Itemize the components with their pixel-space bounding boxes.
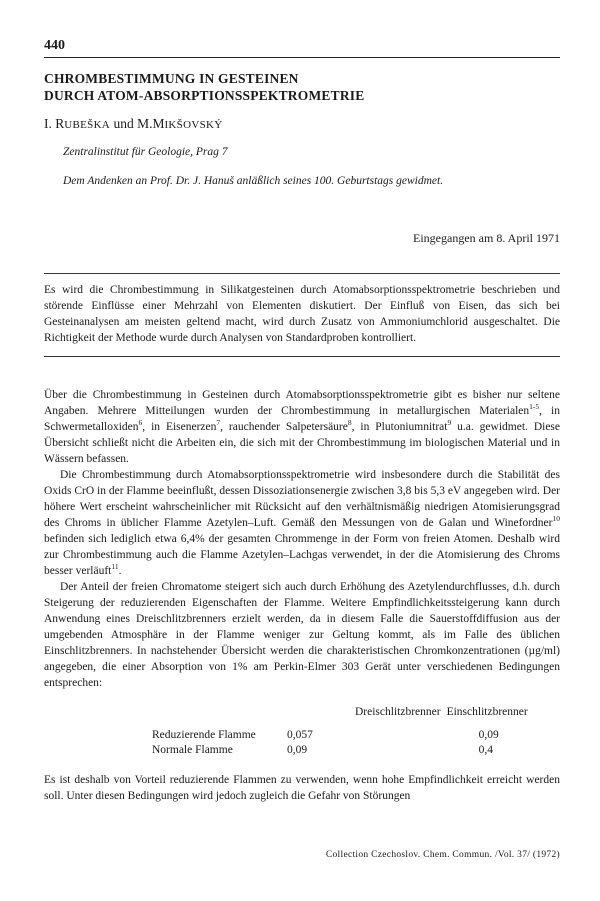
citation-ref: 10 [552,514,560,524]
cell-dreischlitz: 0,09 [287,744,308,756]
title-line-2: DURCH ATOM-ABSORPTIONSSPEKTROMETRIE [44,88,365,103]
text-run: . [118,565,122,577]
text-run: , in Schwermetalloxiden [44,405,560,433]
table-corner [44,705,287,728]
received-date: Eingegangen am 8. April 1971 [413,231,560,245]
page-number: 440 [44,38,65,53]
citation-ref: 1-5 [529,402,540,412]
citation-ref: 11 [111,562,119,572]
citation-ref: 8 [347,418,352,428]
title-line-1: CHROMBESTIMMUNG IN GESTEINEN [44,71,299,86]
cell-dreischlitz: 0,057 [287,729,313,741]
citation-ref: 9 [447,418,452,428]
col-header-dreischlitz: Dreischlitzbrenner [355,706,441,718]
abstract: Es wird die Chrombestimmung in Silikatgesteinen durch Atomabsorptionsspektrometrie beschrieben und störende Einflüsse einer Mehrzahl von Elementen diskutiert. Der Einfluß von Eisen, das sich bei Gesteinanalysen am meisten geltend macht, wird durch Zusatz von Ammoniumchlorid ausgeschaltet. Die Richtigkeit der Methode wurde durch Analysen von Standardproben kontrolliert. [44,273,560,357]
paragraph-2 [44,467,560,579]
author-1-rest: UBEŠKA [64,119,111,131]
paragraph-1 [44,387,560,467]
text-run: befinden sich lediglich etwa 6,4% der gesamten Chrommenge in der Form von freien Atomen. Deshalb wird zur Chrombestimmung auch die Flamme Azetylen–Lachgas verwendet, in der die Atomisierung des Chroms besser verläuft [44,533,560,577]
text-run: u.a. gewidmet. Diese Übersicht schließt nicht die Arbeiten ein, die sich mit der Chrombestimmung im biologischen Material und in Wässern befassen. [44,421,561,465]
authors [44,116,560,133]
article-title [44,70,560,104]
text-run: Die Chrombestimmung durch Atomabsorptionsspektrometrie wird insbesondere durch die Stabilität des Oxids CrO in der Flamme beeinflußt, dessen Dissoziationsenergie zwischen 3,8 bis 5,3 eV angegeben wird. Der höhere Wert erscheint wahrscheinlicher mit Rücksicht auf den verhältnismäßig niedrigen Atomisierungsgrad des Chroms in üblicher Flamme Azetylen–Luft. Gemäß den Messungen von de Galan und Winefordner [44,469,561,529]
text-run: , in Eisenerzen [142,421,217,433]
table-header-row [44,705,528,728]
text-run: , in Plutoniumnitrat [351,421,448,433]
author-1-initial: I. R [44,116,65,131]
journal-page [44,38,560,804]
author-conjunction: und [110,116,138,131]
citation-ref: 7 [216,418,221,428]
table-row [44,743,528,758]
cell-einschlitz: 0,4 [478,744,493,756]
paragraph-4: Es ist deshalb von Vorteil reduzierende Flammen zu verwenden, wenn hohe Empfindlichkeit erreicht werden soll. Unter diesen Bedingungen wird jedoch zugleich die Gefahr von Störungen [44,774,560,802]
table-row [44,728,528,743]
author-2-initial: M.M [137,116,165,131]
col-header-einschlitz: Einschlitzbrenner [446,706,528,718]
journal-footer: Collection Czechoslov. Chem. Commun. /Vol. 37/ (1972) [325,850,560,860]
cell-einschlitz: 0,09 [478,729,499,741]
text-run: , rauchender Salpetersäure [220,421,348,433]
row-label: Reduzierende Flamme [152,729,256,741]
header-rule [44,57,560,58]
article-body [44,387,560,804]
citation-ref: 6 [138,418,143,428]
author-2-rest: IKŠOVSKÝ [164,119,223,131]
text-run: Über die Chrombestimmung in Gesteinen durch Atomabsorptionsspektrometrie gibt es bisher nur seltene Angaben. Mehrere Mitteilungen wurden der Chrombestimmung in metallurgischen Materialen [44,389,560,417]
dedication: Dem Andenken an Prof. Dr. J. Hanuš anläßlich seines 100. Geburtstags gewidmet. [63,175,444,187]
row-label: Normale Flamme [152,744,233,756]
concentration-table [44,705,528,758]
affiliation: Zentralinstitut für Geologie, Prag 7 [63,146,228,158]
paragraph-3: Der Anteil der freien Chromatome steigert sich auch durch Erhöhung des Azetylendurchflusses, d.h. durch Steigerung der reduzierenden Eigenschaften der Flamme. Weitere Empfindlichkeitssteigerung kann durch Anwendung eines Dreischlitzbrenners erzielt werden, da in diesem Falle die Sauerstoffdiffusion aus der umgebenden Atmosphäre in der Flamme weniger zur Geltung kommt, als im Falle des üblichen Einschlitzbrenners. In nachstehender Übersicht werden die charakteristischen Chromkonzentrationen (µg/ml) angegeben, die einer Absorption von 1% am Perkin-Elmer 303 Gerät unter verschiedenen Bedingungen entsprechen: [44,581,560,689]
